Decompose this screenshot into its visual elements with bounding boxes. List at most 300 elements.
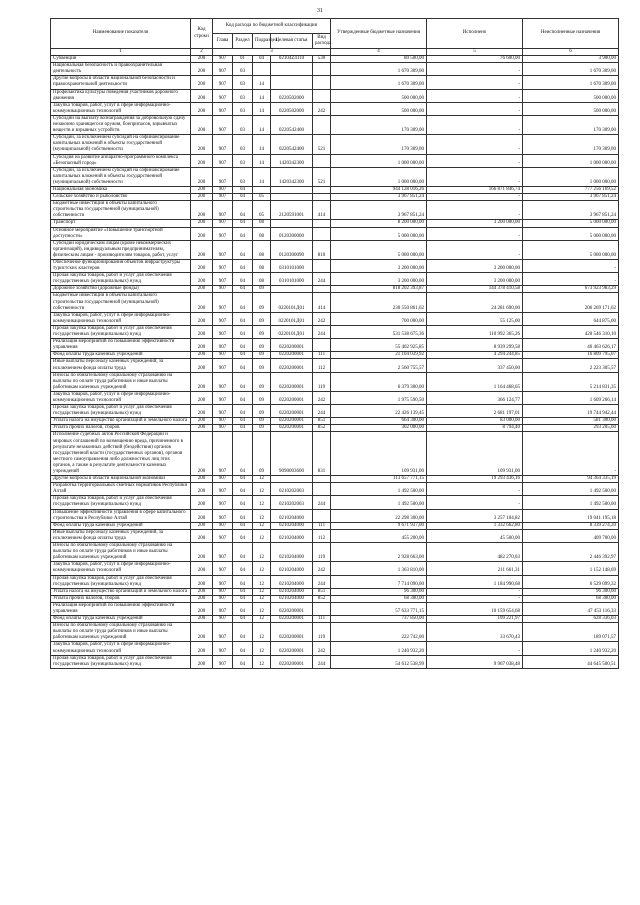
row-code-cell: 200 <box>191 359 213 372</box>
table-row <box>51 359 619 372</box>
row-executed-cell: - <box>427 240 523 259</box>
row-section-cell: 04 <box>233 352 253 359</box>
row-section-cell: 04 <box>233 575 253 588</box>
row-type-cell: 244 <box>313 575 331 588</box>
row-section-cell: 04 <box>233 293 253 312</box>
row-section-cell: 04 <box>233 655 253 668</box>
row-name-cell: Субвенции <box>51 56 191 63</box>
row-name-cell: Уплата налога на имущество организаций и земельного налога <box>51 418 191 425</box>
row-name-cell: Субсидия на развитие аппаратно-программного комплекса «Безопасный город» <box>51 154 191 167</box>
row-approved-cell: 22 298 300,00 <box>331 509 427 522</box>
table-row <box>51 529 619 542</box>
row-code-cell: 200 <box>191 102 213 115</box>
row-section-cell: 04 <box>233 405 253 418</box>
row-chief-cell: 907 <box>213 220 233 227</box>
row-type-cell <box>313 339 331 352</box>
row-executed-cell: 8 794,40 <box>427 425 523 432</box>
row-subsection-cell: 12 <box>253 602 271 615</box>
row-subsection-cell: 12 <box>253 623 271 642</box>
row-type-cell: 242 <box>313 102 331 115</box>
row-type-cell <box>313 63 331 76</box>
table-row <box>51 220 619 227</box>
row-section-cell: 04 <box>233 602 253 615</box>
row-name-cell: Реализация мероприятий по повышению эффективности управления <box>51 602 191 615</box>
row-target-cell <box>271 476 313 483</box>
table-row <box>51 154 619 167</box>
row-type-cell: 244 <box>313 496 331 509</box>
row-code-cell: 200 <box>191 588 213 595</box>
row-target-cell <box>271 76 313 89</box>
row-chief-cell: 907 <box>213 293 233 312</box>
column-number: 6 <box>523 49 619 56</box>
row-name-cell: Прочая закупка товаров, работ и услуг для обеспечения государственных (муниципальных) нужд <box>51 405 191 418</box>
row-approved-cell: 3 967 851,24 <box>331 194 427 201</box>
row-approved-cell: 9 671 937,00 <box>331 522 427 529</box>
row-unexecuted-cell: 581 300,00 <box>523 418 619 425</box>
row-type-cell: 852 <box>313 425 331 432</box>
row-section-cell: 04 <box>233 623 253 642</box>
row-name-cell: Реализация мероприятий по повышению эффективности управления <box>51 339 191 352</box>
row-name-cell: Разработка территориальных сметных нормативов Республики Алтай <box>51 483 191 496</box>
row-section-cell: 04 <box>233 418 253 425</box>
header-unexecuted: Неисполненные назначения <box>523 19 619 49</box>
table-body <box>51 49 619 669</box>
row-approved-cell: 230 550 861,62 <box>331 293 427 312</box>
row-subsection-cell: 09 <box>253 425 271 432</box>
row-chief-cell: 907 <box>213 359 233 372</box>
row-name-cell: Закупка товаров, работ, услуг в сфере информационно-коммуникационных технологий <box>51 562 191 575</box>
row-name-cell: Фонд оплаты труда казенных учреждений <box>51 352 191 359</box>
row-executed-cell: 109 221,97 <box>427 616 523 623</box>
table-row <box>51 418 619 425</box>
row-name-cell: Прочая закупка товаров, работ и услуг для обеспечения государственных (муниципальных) нужд <box>51 273 191 286</box>
row-type-cell <box>313 483 331 496</box>
row-unexecuted-cell: 500 000,00 <box>523 89 619 102</box>
row-subsection-cell <box>253 186 271 193</box>
row-target-cell: 0220101Д01 <box>271 312 313 325</box>
row-approved-cell: 818 202 393,87 <box>331 286 427 293</box>
row-type-cell: 242 <box>313 312 331 325</box>
table-row <box>51 325 619 338</box>
row-target-cell: 0220200001 <box>271 602 313 615</box>
row-chief-cell: 907 <box>213 529 233 542</box>
row-approved-cell: 55 402 925,85 <box>331 339 427 352</box>
row-chief-cell: 907 <box>213 432 233 476</box>
row-section-cell: 03 <box>233 89 253 102</box>
row-unexecuted-cell: - <box>523 432 619 476</box>
table-row <box>51 509 619 522</box>
row-approved-cell: 68 300,00 <box>331 595 427 602</box>
row-approved-cell: 54 612 538,99 <box>331 655 427 668</box>
row-approved-cell: 170 309,00 <box>331 135 427 154</box>
row-executed-cell: - <box>427 595 523 602</box>
row-code-cell: 200 <box>191 476 213 483</box>
row-code-cell: 200 <box>191 339 213 352</box>
row-unexecuted-cell: 6 529 099,32 <box>523 575 619 588</box>
row-subsection-cell: 12 <box>253 562 271 575</box>
table-row <box>51 602 619 615</box>
row-approved-cell: 2 928 663,00 <box>331 543 427 562</box>
row-section-cell: 04 <box>233 476 253 483</box>
row-chief-cell: 907 <box>213 201 233 220</box>
row-code-cell: 200 <box>191 543 213 562</box>
row-executed-cell: 337 450,00 <box>427 359 523 372</box>
row-executed-cell: 24 281 690,00 <box>427 293 523 312</box>
row-subsection-cell: 14 <box>253 89 271 102</box>
header-target: Целевая статья <box>271 34 313 49</box>
row-subsection-cell: 09 <box>253 312 271 325</box>
row-code-cell: 200 <box>191 201 213 220</box>
row-approved-cell: 22 426 139,45 <box>331 405 427 418</box>
row-subsection-cell: 08 <box>253 240 271 259</box>
table-row <box>51 391 619 404</box>
row-subsection-cell: 12 <box>253 616 271 623</box>
row-name-cell: Бюджетные инвестиции в объекты капитального строительства государственной (муниципальной) собственности <box>51 201 191 220</box>
row-code-cell: 200 <box>191 76 213 89</box>
row-unexecuted-cell: - <box>523 260 619 273</box>
row-approved-cell: 1 670 309,00 <box>331 76 427 89</box>
row-section-cell: 04 <box>233 483 253 496</box>
row-unexecuted-cell: 1 152 148,69 <box>523 562 619 575</box>
column-number: 2 <box>191 49 213 56</box>
row-chief-cell: 907 <box>213 339 233 352</box>
row-type-cell: 242 <box>313 391 331 404</box>
row-approved-cell: 1 670 309,00 <box>331 63 427 76</box>
row-type-cell: 851 <box>313 418 331 425</box>
row-subsection-cell: 09 <box>253 352 271 359</box>
row-name-cell: Закупка товаров, работ, услуг в сфере информационно-коммуникационных технологий <box>51 312 191 325</box>
table-row <box>51 483 619 496</box>
header-name: Наименование показателя <box>51 19 191 49</box>
row-name-cell: Основное мероприятие «Повышение транспортной доступности» <box>51 227 191 240</box>
row-unexecuted-cell: 46 463 626,17 <box>523 339 619 352</box>
row-type-cell: 831 <box>313 432 331 476</box>
row-approved-cell: 1 363 810,00 <box>331 562 427 575</box>
row-approved-cell: 7 714 090,00 <box>331 575 427 588</box>
row-executed-cell: - <box>427 642 523 655</box>
row-section-cell: 04 <box>233 273 253 286</box>
row-executed-cell: - <box>427 89 523 102</box>
row-subsection-cell: 09 <box>253 405 271 418</box>
row-code-cell: 200 <box>191 616 213 623</box>
row-approved-cell: 96 300,00 <box>331 588 427 595</box>
row-target-cell: 0220200001 <box>271 642 313 655</box>
row-approved-cell: 3 200 000,00 <box>331 273 427 286</box>
table-row <box>51 588 619 595</box>
row-subsection-cell: 12 <box>253 483 271 496</box>
row-executed-cell: 109 931,00 <box>427 432 523 476</box>
row-chief-cell: 907 <box>213 186 233 193</box>
table-row <box>51 312 619 325</box>
row-target-cell: 0310101000 <box>271 260 313 273</box>
column-number: 4 <box>331 49 427 56</box>
row-unexecuted-cell: 189 071,57 <box>523 623 619 642</box>
header-executed: Исполнено <box>427 19 523 49</box>
row-unexecuted-cell: 420 546 310,10 <box>523 325 619 338</box>
row-chief-cell: 907 <box>213 167 233 186</box>
row-name-cell: Национальная безопасность и правоохранительная деятельность <box>51 63 191 76</box>
row-type-cell: 119 <box>313 372 331 391</box>
row-unexecuted-cell: 19 744 942,44 <box>523 405 619 418</box>
table-row <box>51 167 619 186</box>
row-target-cell: 1420342300 <box>271 154 313 167</box>
row-target-cell <box>271 220 313 227</box>
row-name-cell: Другие вопросы в области национальной безопасности и правоохранительной деятельности <box>51 76 191 89</box>
row-code-cell: 200 <box>191 220 213 227</box>
table-row <box>51 273 619 286</box>
row-type-cell: 414 <box>313 293 331 312</box>
row-unexecuted-cell: 19 041 195,18 <box>523 509 619 522</box>
row-section-cell: 04 <box>233 529 253 542</box>
row-subsection-cell: 09 <box>253 359 271 372</box>
row-name-cell: Фонд оплаты труда казенных учреждений <box>51 616 191 623</box>
row-section-cell: 04 <box>233 240 253 259</box>
row-section-cell: 03 <box>233 154 253 167</box>
row-subsection-cell: 14 <box>253 115 271 134</box>
table-row <box>51 186 619 193</box>
row-target-cell: 0220200001 <box>271 623 313 642</box>
table-row <box>51 372 619 391</box>
row-subsection-cell: 04 <box>253 56 271 63</box>
row-code-cell: 200 <box>191 293 213 312</box>
row-chief-cell: 907 <box>213 240 233 259</box>
row-approved-cell: 109 931,00 <box>331 432 427 476</box>
row-type-cell <box>313 260 331 273</box>
row-executed-cell: 3 200 000,00 <box>427 220 523 227</box>
table-row <box>51 56 619 63</box>
row-approved-cell: 1 492 500,00 <box>331 496 427 509</box>
row-approved-cell: 170 309,00 <box>331 115 427 134</box>
row-target-cell: 0210204000 <box>271 543 313 562</box>
row-target-cell: 0210204000 <box>271 595 313 602</box>
header-section: Раздел <box>233 34 253 49</box>
row-subsection-cell: 14 <box>253 76 271 89</box>
row-subsection-cell: 09 <box>253 339 271 352</box>
row-executed-cell: 83 000,00 <box>427 418 523 425</box>
row-executed-cell: 76 600,00 <box>427 56 523 63</box>
row-executed-cell: 211 661,31 <box>427 562 523 575</box>
row-chief-cell: 907 <box>213 391 233 404</box>
row-approved-cell: 80 500,00 <box>331 56 427 63</box>
row-code-cell: 200 <box>191 194 213 201</box>
row-name-cell: Уплата налога на имущество организаций и земельного налога <box>51 588 191 595</box>
row-chief-cell: 907 <box>213 405 233 418</box>
table-row <box>51 240 619 259</box>
row-executed-cell: 366 124,77 <box>427 391 523 404</box>
row-type-cell: 119 <box>313 543 331 562</box>
table-row <box>51 352 619 359</box>
row-chief-cell: 907 <box>213 496 233 509</box>
column-number: 1 <box>51 49 191 56</box>
table-row <box>51 227 619 240</box>
table-row <box>51 63 619 76</box>
row-name-cell: Субсидии, за исключением субсидий на софинансирование капитальных вложений в объекты государственной (муниципальной) собственности <box>51 167 191 186</box>
row-code-cell: 200 <box>191 260 213 273</box>
row-code-cell: 200 <box>191 273 213 286</box>
row-code-cell: 200 <box>191 418 213 425</box>
row-approved-cell: 1 000 000,00 <box>331 154 427 167</box>
row-approved-cell: 2 560 755,57 <box>331 359 427 372</box>
page-number: 31 <box>317 8 323 14</box>
table-row <box>51 575 619 588</box>
row-section-cell: 03 <box>233 135 253 154</box>
row-type-cell <box>313 186 331 193</box>
row-section-cell: 04 <box>233 194 253 201</box>
row-unexecuted-cell: 2 223 305,57 <box>523 359 619 372</box>
row-executed-cell: 3 200 000,00 <box>427 260 523 273</box>
row-type-cell: 119 <box>313 623 331 642</box>
row-name-cell: Субсидии на выплату вознаграждения за добровольную сдачу незаконно хранящегося оружия, боеприпасов, взрывчатых веществ и взрывных устройств <box>51 115 191 134</box>
row-code-cell: 200 <box>191 56 213 63</box>
row-unexecuted-cell: 1 492 500,00 <box>523 483 619 496</box>
row-type-cell <box>313 220 331 227</box>
row-unexecuted-cell: 3 967 851,24 <box>523 201 619 220</box>
row-section-cell: 04 <box>233 312 253 325</box>
row-unexecuted-cell: - <box>523 273 619 286</box>
row-chief-cell: 907 <box>213 325 233 338</box>
row-chief-cell: 907 <box>213 260 233 273</box>
row-approved-cell: 5 000 000,00 <box>331 240 427 259</box>
row-subsection-cell: 08 <box>253 220 271 227</box>
row-approved-cell: 455 200,00 <box>331 529 427 542</box>
row-type-cell <box>313 602 331 615</box>
row-target-cell: 0220502000 <box>271 89 313 102</box>
row-target-cell <box>271 286 313 293</box>
row-section-cell: 03 <box>233 102 253 115</box>
row-unexecuted-cell: 5 000 000,00 <box>523 227 619 240</box>
row-chief-cell: 907 <box>213 372 233 391</box>
row-type-cell <box>313 115 331 134</box>
row-approved-cell: 1 492 500,00 <box>331 483 427 496</box>
row-executed-cell: 3 257 104,82 <box>427 509 523 522</box>
row-type-cell <box>313 509 331 522</box>
row-type-cell: 852 <box>313 595 331 602</box>
row-code-cell: 200 <box>191 63 213 76</box>
table-row <box>51 496 619 509</box>
row-subsection-cell: 12 <box>253 655 271 668</box>
row-section-cell: 03 <box>233 76 253 89</box>
row-chief-cell: 907 <box>213 56 233 63</box>
row-approved-cell: 700 000,00 <box>331 312 427 325</box>
row-subsection-cell: 14 <box>253 154 271 167</box>
row-executed-cell: - <box>427 483 523 496</box>
row-type-cell <box>313 76 331 89</box>
row-chief-cell: 907 <box>213 135 233 154</box>
row-code-cell: 200 <box>191 432 213 476</box>
row-type-cell: 244 <box>313 655 331 668</box>
row-code-cell: 200 <box>191 89 213 102</box>
row-section-cell: 04 <box>233 391 253 404</box>
table-row <box>51 522 619 529</box>
table-row <box>51 194 619 201</box>
row-unexecuted-cell: 5 000 000,00 <box>523 240 619 259</box>
row-approved-cell: 3 967 851,24 <box>331 201 427 220</box>
table-row <box>51 89 619 102</box>
row-code-cell: 200 <box>191 240 213 259</box>
row-target-cell: 0220200001 <box>271 339 313 352</box>
row-subsection-cell: 09 <box>253 293 271 312</box>
row-section-cell: 04 <box>233 616 253 623</box>
row-approved-cell: 944 128 016,26 <box>331 186 427 193</box>
row-executed-cell: 4 294 244,85 <box>427 352 523 359</box>
row-unexecuted-cell: 1 000 000,00 <box>523 167 619 186</box>
row-executed-cell: 1 332 662,80 <box>427 522 523 529</box>
row-section-cell: 03 <box>233 115 253 134</box>
row-target-cell: 9090003600 <box>271 432 313 476</box>
row-approved-cell: 1 000 000,00 <box>331 167 427 186</box>
row-name-cell: Обеспечение функционирования объектов инфраструктуры туристских кластеров <box>51 260 191 273</box>
row-name-cell: Фонд оплаты труда казенных учреждений <box>51 522 191 529</box>
row-approved-cell: 5 000 000,00 <box>331 227 427 240</box>
row-target-cell <box>271 63 313 76</box>
row-executed-cell: 8 939 299,58 <box>427 339 523 352</box>
row-section-cell: 04 <box>233 543 253 562</box>
row-section-cell: 04 <box>233 588 253 595</box>
row-unexecuted-cell: 96 300,00 <box>523 588 619 595</box>
row-unexecuted-cell: 409 700,00 <box>523 529 619 542</box>
row-name-cell: Взносы по обязательному социальному страхованию на выплаты по оплате труда работников и иные выплаты работникам казенных учреждений <box>51 623 191 642</box>
row-name-cell: Взносы по обязательному социальному страхованию на выплаты по оплате труда работников и иные выплаты работникам казенных учреждений <box>51 372 191 391</box>
row-approved-cell: 8 200 000,00 <box>331 220 427 227</box>
row-unexecuted-cell: 16 809 795,07 <box>523 352 619 359</box>
row-unexecuted-cell: 3 967 851,24 <box>523 194 619 201</box>
row-subsection-cell: 09 <box>253 418 271 425</box>
row-chief-cell: 907 <box>213 154 233 167</box>
table-row <box>51 655 619 668</box>
row-executed-cell: - <box>427 63 523 76</box>
row-subsection-cell <box>253 63 271 76</box>
table-row <box>51 425 619 432</box>
row-section-cell: 01 <box>233 56 253 63</box>
row-unexecuted-cell: 293 205,60 <box>523 425 619 432</box>
row-executed-cell: 2 681 197,01 <box>427 405 523 418</box>
row-executed-cell: 55 125,00 <box>427 312 523 325</box>
row-executed-cell: 1 164 468,65 <box>427 372 523 391</box>
row-name-cell: Бюджетные инвестиции в объекты капитального строительства государственной (муниципальной) собственности <box>51 293 191 312</box>
row-chief-cell: 907 <box>213 273 233 286</box>
row-subsection-cell: 09 <box>253 432 271 476</box>
row-section-cell: 04 <box>233 325 253 338</box>
row-name-cell: Закупка товаров, работ, услуг в сфере информационно-коммуникационных технологий <box>51 102 191 115</box>
row-type-cell: 242 <box>313 562 331 575</box>
row-unexecuted-cell: 206 269 171,62 <box>523 293 619 312</box>
row-subsection-cell: 09 <box>253 391 271 404</box>
row-type-cell: 414 <box>313 201 331 220</box>
row-chief-cell: 907 <box>213 115 233 134</box>
row-subsection-cell: 12 <box>253 529 271 542</box>
row-name-cell: Повышение эффективности управления в сфере капитального строительства в Республике Алтай <box>51 509 191 522</box>
row-unexecuted-cell: 94 364 335,19 <box>523 476 619 483</box>
row-unexecuted-cell: 1 492 500,00 <box>523 496 619 509</box>
table-row <box>51 642 619 655</box>
row-executed-cell: 166 871 846,74 <box>427 186 523 193</box>
table-row <box>51 616 619 623</box>
row-chief-cell: 907 <box>213 194 233 201</box>
row-chief-cell: 907 <box>213 476 233 483</box>
row-chief-cell: 907 <box>213 89 233 102</box>
row-type-cell: 111 <box>313 352 331 359</box>
budget-execution-table <box>50 18 619 669</box>
row-type-cell: 242 <box>313 642 331 655</box>
row-type-cell: 112 <box>313 529 331 542</box>
row-chief-cell: 907 <box>213 352 233 359</box>
row-subsection-cell: 08 <box>253 273 271 286</box>
row-name-cell: Взносы по обязательному социальному страхованию на выплаты по оплате труда работников и иные выплаты работникам казенных учреждений <box>51 543 191 562</box>
row-section-cell: 03 <box>233 63 253 76</box>
row-type-cell: 244 <box>313 325 331 338</box>
row-subsection-cell: 12 <box>253 522 271 529</box>
row-unexecuted-cell: 628 336,03 <box>523 616 619 623</box>
